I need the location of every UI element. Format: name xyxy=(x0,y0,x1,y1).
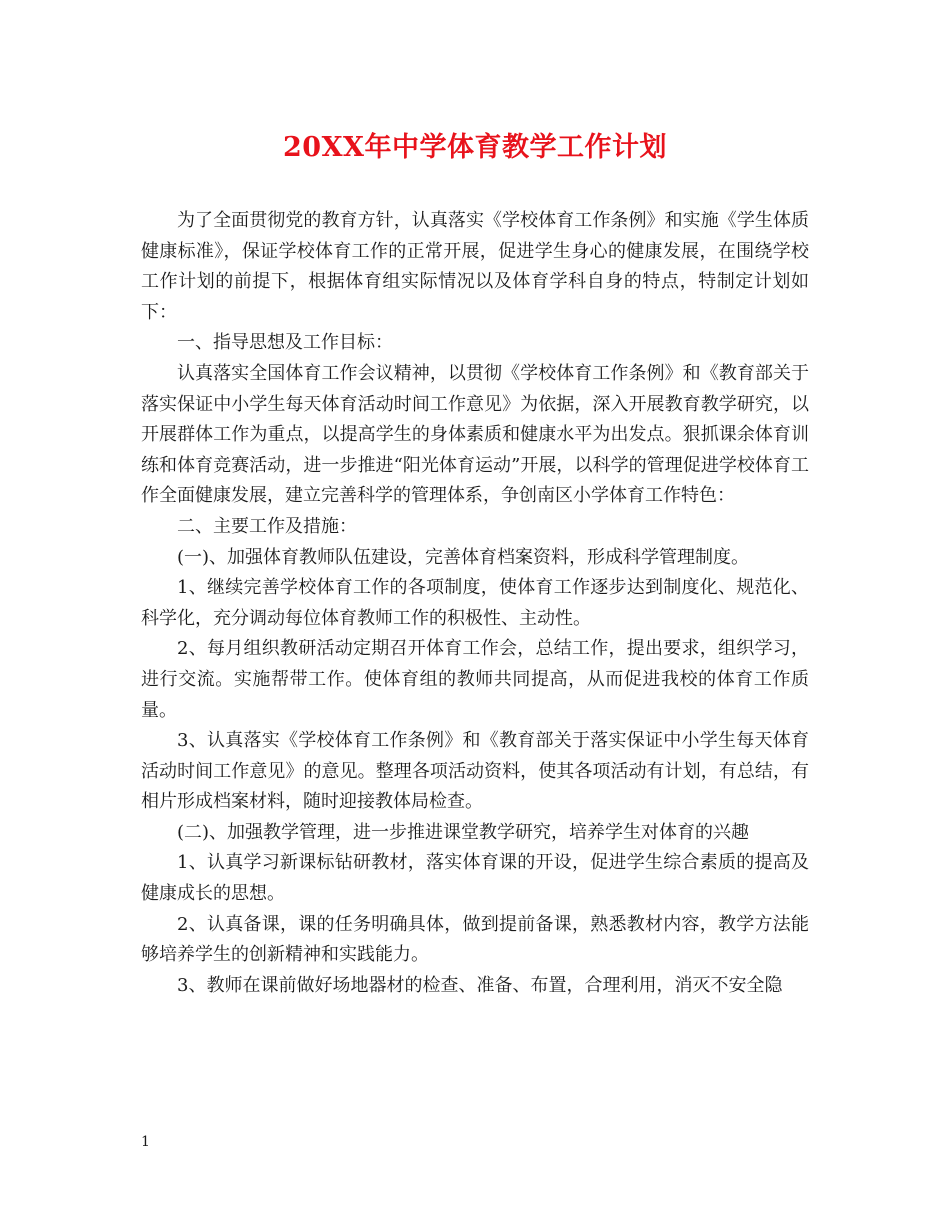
list-item: 1、认真学习新课标钻研教材，落实体育课的开设，促进学生综合素质的提高及健康成长的思想。 xyxy=(141,852,809,905)
paragraph-intro: 为了全面贯彻党的教育方针，认真落实《学校体育工作条例》和实施《学生体质健康标准》，保证学校体育工作的正常开展，促进学生身心的健康发展，在围绕学校工作计划的前提下，根据体育组实际情况以及体育学科自身的特点，特制定计划如下： xyxy=(141,210,809,323)
paragraph-guiding-ideology: 认真落实全国体育工作会议精神，以贯彻《学校体育工作条例》和《教育部关于落实保证中小学生每天体育活动时间工作意见》为依据，深入开展教育教学研究，以开展群体工作为重点，以提高学生的身体素质和健康水平为出发点。狠抓课余体育训练和体育竞赛活动，进一步推进“阳光体育运动”开展，以科学的管理促进学校体育工作全面健康发展，建立完善科学的管理体系，争创南区小学体育工作特色： xyxy=(141,362,809,507)
section-heading-main-work: 二、主要工作及措施： xyxy=(177,515,357,537)
document-body xyxy=(141,206,809,1001)
list-item: 3、教师在课前做好场地器材的检查、准备、布置，合理利用，消灭不安全隐 xyxy=(177,974,783,996)
page-number: 1 xyxy=(141,1134,150,1150)
list-item: 3、认真落实《学校体育工作条例》和《教育部关于落实保证中小学生每天体育活动时间工作意见》的意见。整理各项活动资料，使其各项活动有计划，有总结，有相片形成档案材料，随时迎接教体局检查。 xyxy=(141,730,809,813)
list-item: 1、继续完善学校体育工作的各项制度，使体育工作逐步达到制度化、规范化、科学化，充分调动每位体育教师工作的积极性、主动性。 xyxy=(141,577,809,629)
subsection-heading-teacher-team: (一)、加强体育教师队伍建设，完善体育档案资料，形成科学管理制度。 xyxy=(177,546,750,568)
subsection-heading-teaching-management: (二)、加强教学管理，进一步推进课堂教学研究，培养学生对体育的兴趣 xyxy=(177,821,750,843)
section-heading-guiding-ideology: 一、指导思想及工作目标： xyxy=(177,332,393,354)
document-title: 20XX年中学体育教学工作计划 xyxy=(283,132,667,163)
list-item: 2、每月组织教研活动定期召开体育工作会，总结工作，提出要求，组织学习，进行交流。实施帮带工作。使体育组的教师共同提高，从而促进我校的体育工作质量。 xyxy=(141,638,809,721)
list-item: 2、认真备课，课的任务明确具体，做到提前备课，熟悉教材内容，教学方法能够培养学生的创新精神和实践能力。 xyxy=(141,913,809,966)
